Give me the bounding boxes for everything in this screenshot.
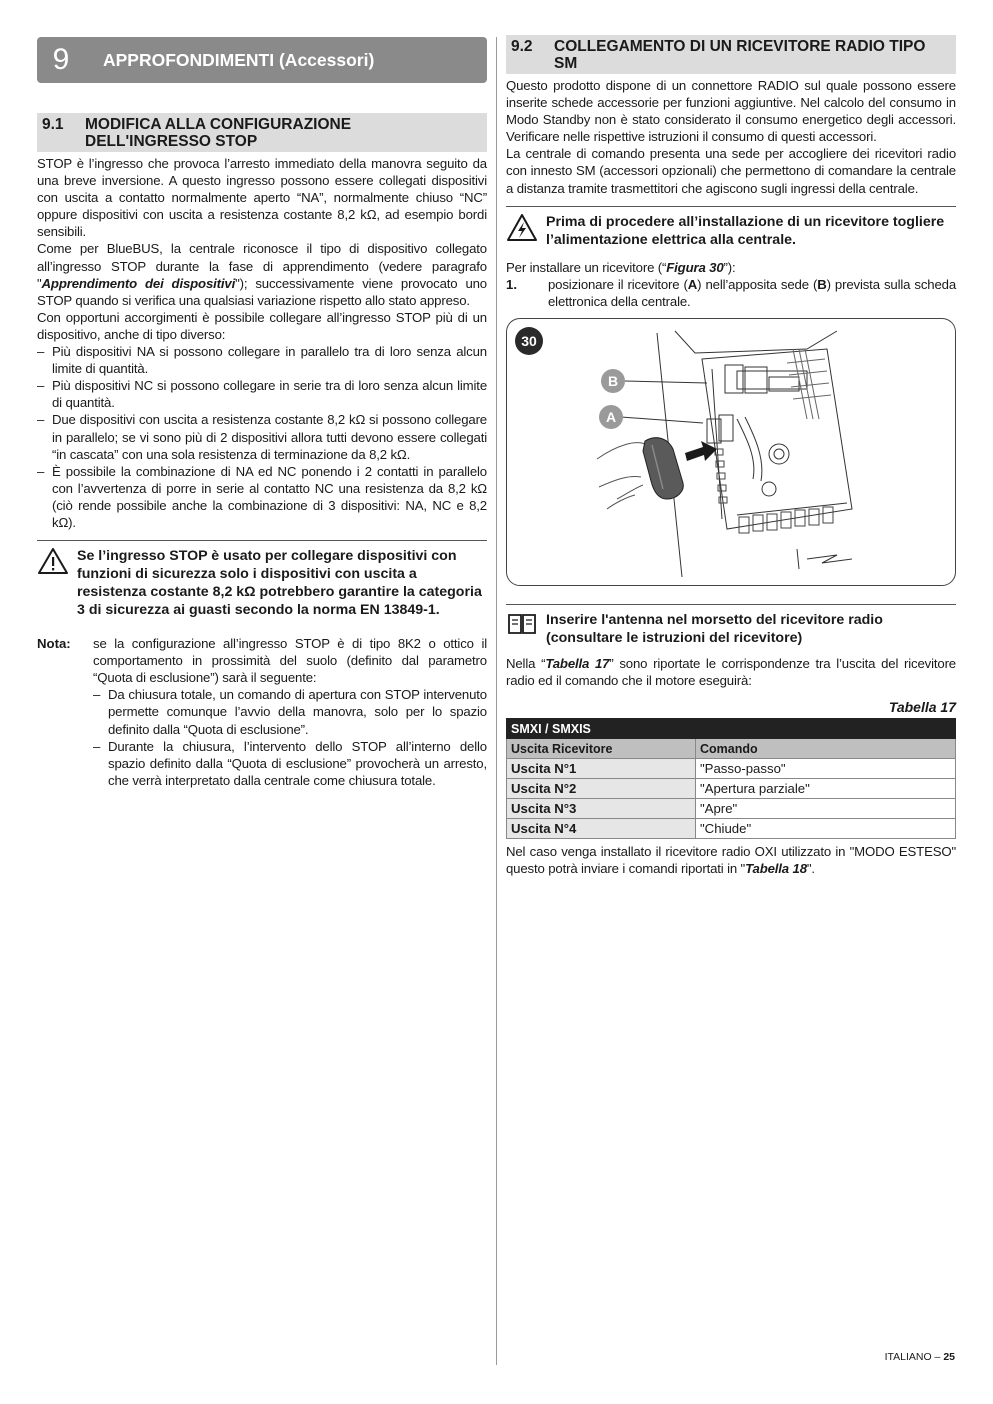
text-span: Nel caso venga installato il ricevitore radio OXI utilizzato in "MODO ESTESO" questo potrà inviare i comandi riportati in " [506,844,956,877]
table-caption: Tabella 17 [888,699,956,716]
footer-language: ITALIANO – [884,1351,944,1363]
text-span: ) prevista sulla scheda elettronica della centrale. [548,276,957,309]
paragraph: Con opportuni accorgimenti è possibile collegare all’ingresso STOP più di un dispositivo, anche di tipo diverso: [37,309,487,342]
section-number: 9.1 [42,116,64,133]
callout-a: A [599,405,623,429]
section-heading-9-2 [506,35,956,74]
table-row [507,799,956,819]
list-item: – Da chiusura totale, un comando di apertura con STOP intervenuto permette comunque l’avvio della manovra, solo per lo spazio definito dalla “Quota di esclusione”. [93,686,487,737]
table-intro [506,655,956,689]
paragraph [37,240,487,308]
paragraph: La centrale di comando presenta una sede per accogliere dei ricevitori radio con innesto SM (accessori opzionali) che permettono di comandare la centrale a distanza tramite trasmettitori che agiscono sugli ingressi della centrale. [506,146,956,196]
column-divider [496,37,497,1365]
table-row [507,779,956,799]
text-span: Per installare un ricevitore (“ [506,259,667,275]
figure-30 [506,318,956,586]
step-text [548,276,956,310]
label-a: A [687,276,698,292]
section-heading-9-1 [37,113,487,152]
warning-text: Se l’ingresso STOP è usato per collegare dispositivi con funzioni di sicurezza solo i dispositivi con uscita a resistenza costante 8,2 kΩ potrebbero garantire la categoria 3 di sicurezza ai guasti secondo la norma EN 13849-1. [77,548,482,619]
electrical-warning [506,206,956,249]
info-text: Inserire l'antenna nel morsetto del ricevitore radio (consultare le istruzioni del ricevitore) [546,611,883,646]
list-item: – Durante la chiusura, l’intervento dello STOP all’interno dello spazio definito dalla “Quota di esclusione” provocherà un arresto, che verrà interpretato dalla centrale come chiusura totale. [93,738,487,789]
section-title-line-1: COLLEGAMENTO DI UN RICEVITORE RADIO TIPO [554,38,926,55]
table-cell: Uscita N°2 [507,779,696,799]
warning-triangle-icon [37,547,77,619]
list-item: – Due dispositivi con uscita a resistenza costante 8,2 kΩ si possono collegare in parallelo; se vi sono più di 2 dispositivi allora tutti devono essere collegati “in cascata” con una sola resistenza di terminazione da 8,2 kΩ. [37,411,487,462]
text-span: ”): [723,259,736,275]
section-number: 9.2 [511,38,533,55]
install-step [506,276,956,310]
warning-text: Prima di procedere all’installazione di un ricevitore togliere l’alimentazione elettrica alla centrale. [546,213,945,248]
list-item: – Più dispositivi NA si possono collegare in parallelo tra di loro senza alcun limite di quantità. [37,343,487,377]
paragraph: Questo prodotto dispone di un connettore RADIO sul quale possono essere inserite schede accessorie per funzioni aggiuntive. Nel calcolo del consumo in Modo Standby non è stato considerato il consumo energetico degli accessori. Verificare nelle rispettive istruzioni il consumo di questi accessori. [506,78,956,145]
list-item: – È possibile la combinazione di NA ed NC ponendo i 2 contatti in parallelo con l’avvertenza di porre in serie al contatto NC una resistenza da 8,2 kΩ (ciò rende possibile anche la combinazione di 3 dispositivi: NA, NC e 8,2 kΩ). [37,463,487,531]
text-span: posizionare il ricevitore ( [548,276,688,292]
label-b: B [817,276,827,292]
chapter-title: APPROFONDIMENTI (Accessori) [103,49,375,70]
table-cell: "Apre" [696,799,956,819]
callout-b: B [601,369,625,393]
chapter-number: 9 [52,43,70,76]
final-paragraph [506,843,956,877]
chapter-header [37,37,487,83]
antenna-info [506,604,956,647]
section-title-line-2: SM [554,55,578,72]
electric-hazard-icon [506,213,546,249]
table-reference: Tabella 18 [745,861,807,877]
table-row [507,819,956,839]
note-label: Nota: [37,636,71,652]
table-reference: Tabella 17 [545,655,610,671]
text-span: Come per BlueBUS, la centrale riconosce il tipo di dispositivo collegato all’ingresso STOP durante la fase di apprendimento (vedere paragrafo " [37,241,487,291]
section-title-line-1: MODIFICA ALLA CONFIGURAZIONE [85,116,352,133]
table-cell: "Apertura parziale" [696,779,956,799]
note-body [93,635,487,789]
text-span: ” sono riportate le corrispondenze tra l’uscita del ricevitore radio ed il comando che il motore eseguirà: [506,655,956,689]
cross-reference: Apprendimento dei dispositivi [41,275,236,291]
page-number: 25 [943,1351,955,1363]
table-cell: Uscita N°1 [507,759,696,779]
table-cell: "Passo-passo" [696,759,956,779]
page-footer [885,1351,955,1363]
paragraph: STOP è l’ingresso che provoca l’arresto immediato della manovra seguito da una breve inversione. A questo ingresso possono essere collegati dispositivi con uscita a contatto normalmente aperto “NA”, normalmente chiuso “NC” oppure dispositivi con uscita a resistenza costante 8,2 kΩ, ad esempio bordi sensibili. [37,156,487,240]
text-span: "); successivamente viene provocato uno STOP quando si verifica una qualsiasi variazione rispetto allo stato appreso. [37,275,487,308]
bullet-list [37,343,487,531]
table-cell: Uscita N°4 [507,819,696,839]
figure-number-badge: 30 [515,327,543,355]
install-intro [506,259,956,276]
section-title [85,116,481,150]
safety-warning [37,540,487,619]
column-header: Uscita Ricevitore [507,739,696,759]
text-span: Nella “ [506,655,546,671]
text-span: ". [806,861,815,877]
table-group-row [507,719,956,739]
section-title-line-2: DELL'INGRESSO STOP [85,133,258,150]
right-column [506,35,956,877]
table-group-title: SMXI / SMXIS [507,719,956,739]
left-column [37,37,487,789]
note-list [93,686,487,789]
table-17 [506,718,956,839]
receiver-installation-illustration [507,319,956,585]
text-span: ) nell’apposita sede ( [697,276,818,292]
step-number: 1. [506,276,517,292]
table-row [507,759,956,779]
section-title [554,38,950,72]
table-cell: "Chiude" [696,819,956,839]
figure-reference: Figura 30 [666,259,724,275]
manual-book-icon [506,611,546,647]
table-header-row [507,739,956,759]
table-cell: Uscita N°3 [507,799,696,819]
list-item: – Più dispositivi NC si possono collegare in serie tra di loro senza alcun limite di quantità. [37,377,487,411]
note-text: se la configurazione all’ingresso STOP è di tipo 8K2 o ottico il comportamento in prossimità del suolo (definito dal parametro “Quota di esclusione”) sarà il seguente: [93,636,487,686]
note-block [37,635,487,789]
column-header: Comando [696,739,956,759]
